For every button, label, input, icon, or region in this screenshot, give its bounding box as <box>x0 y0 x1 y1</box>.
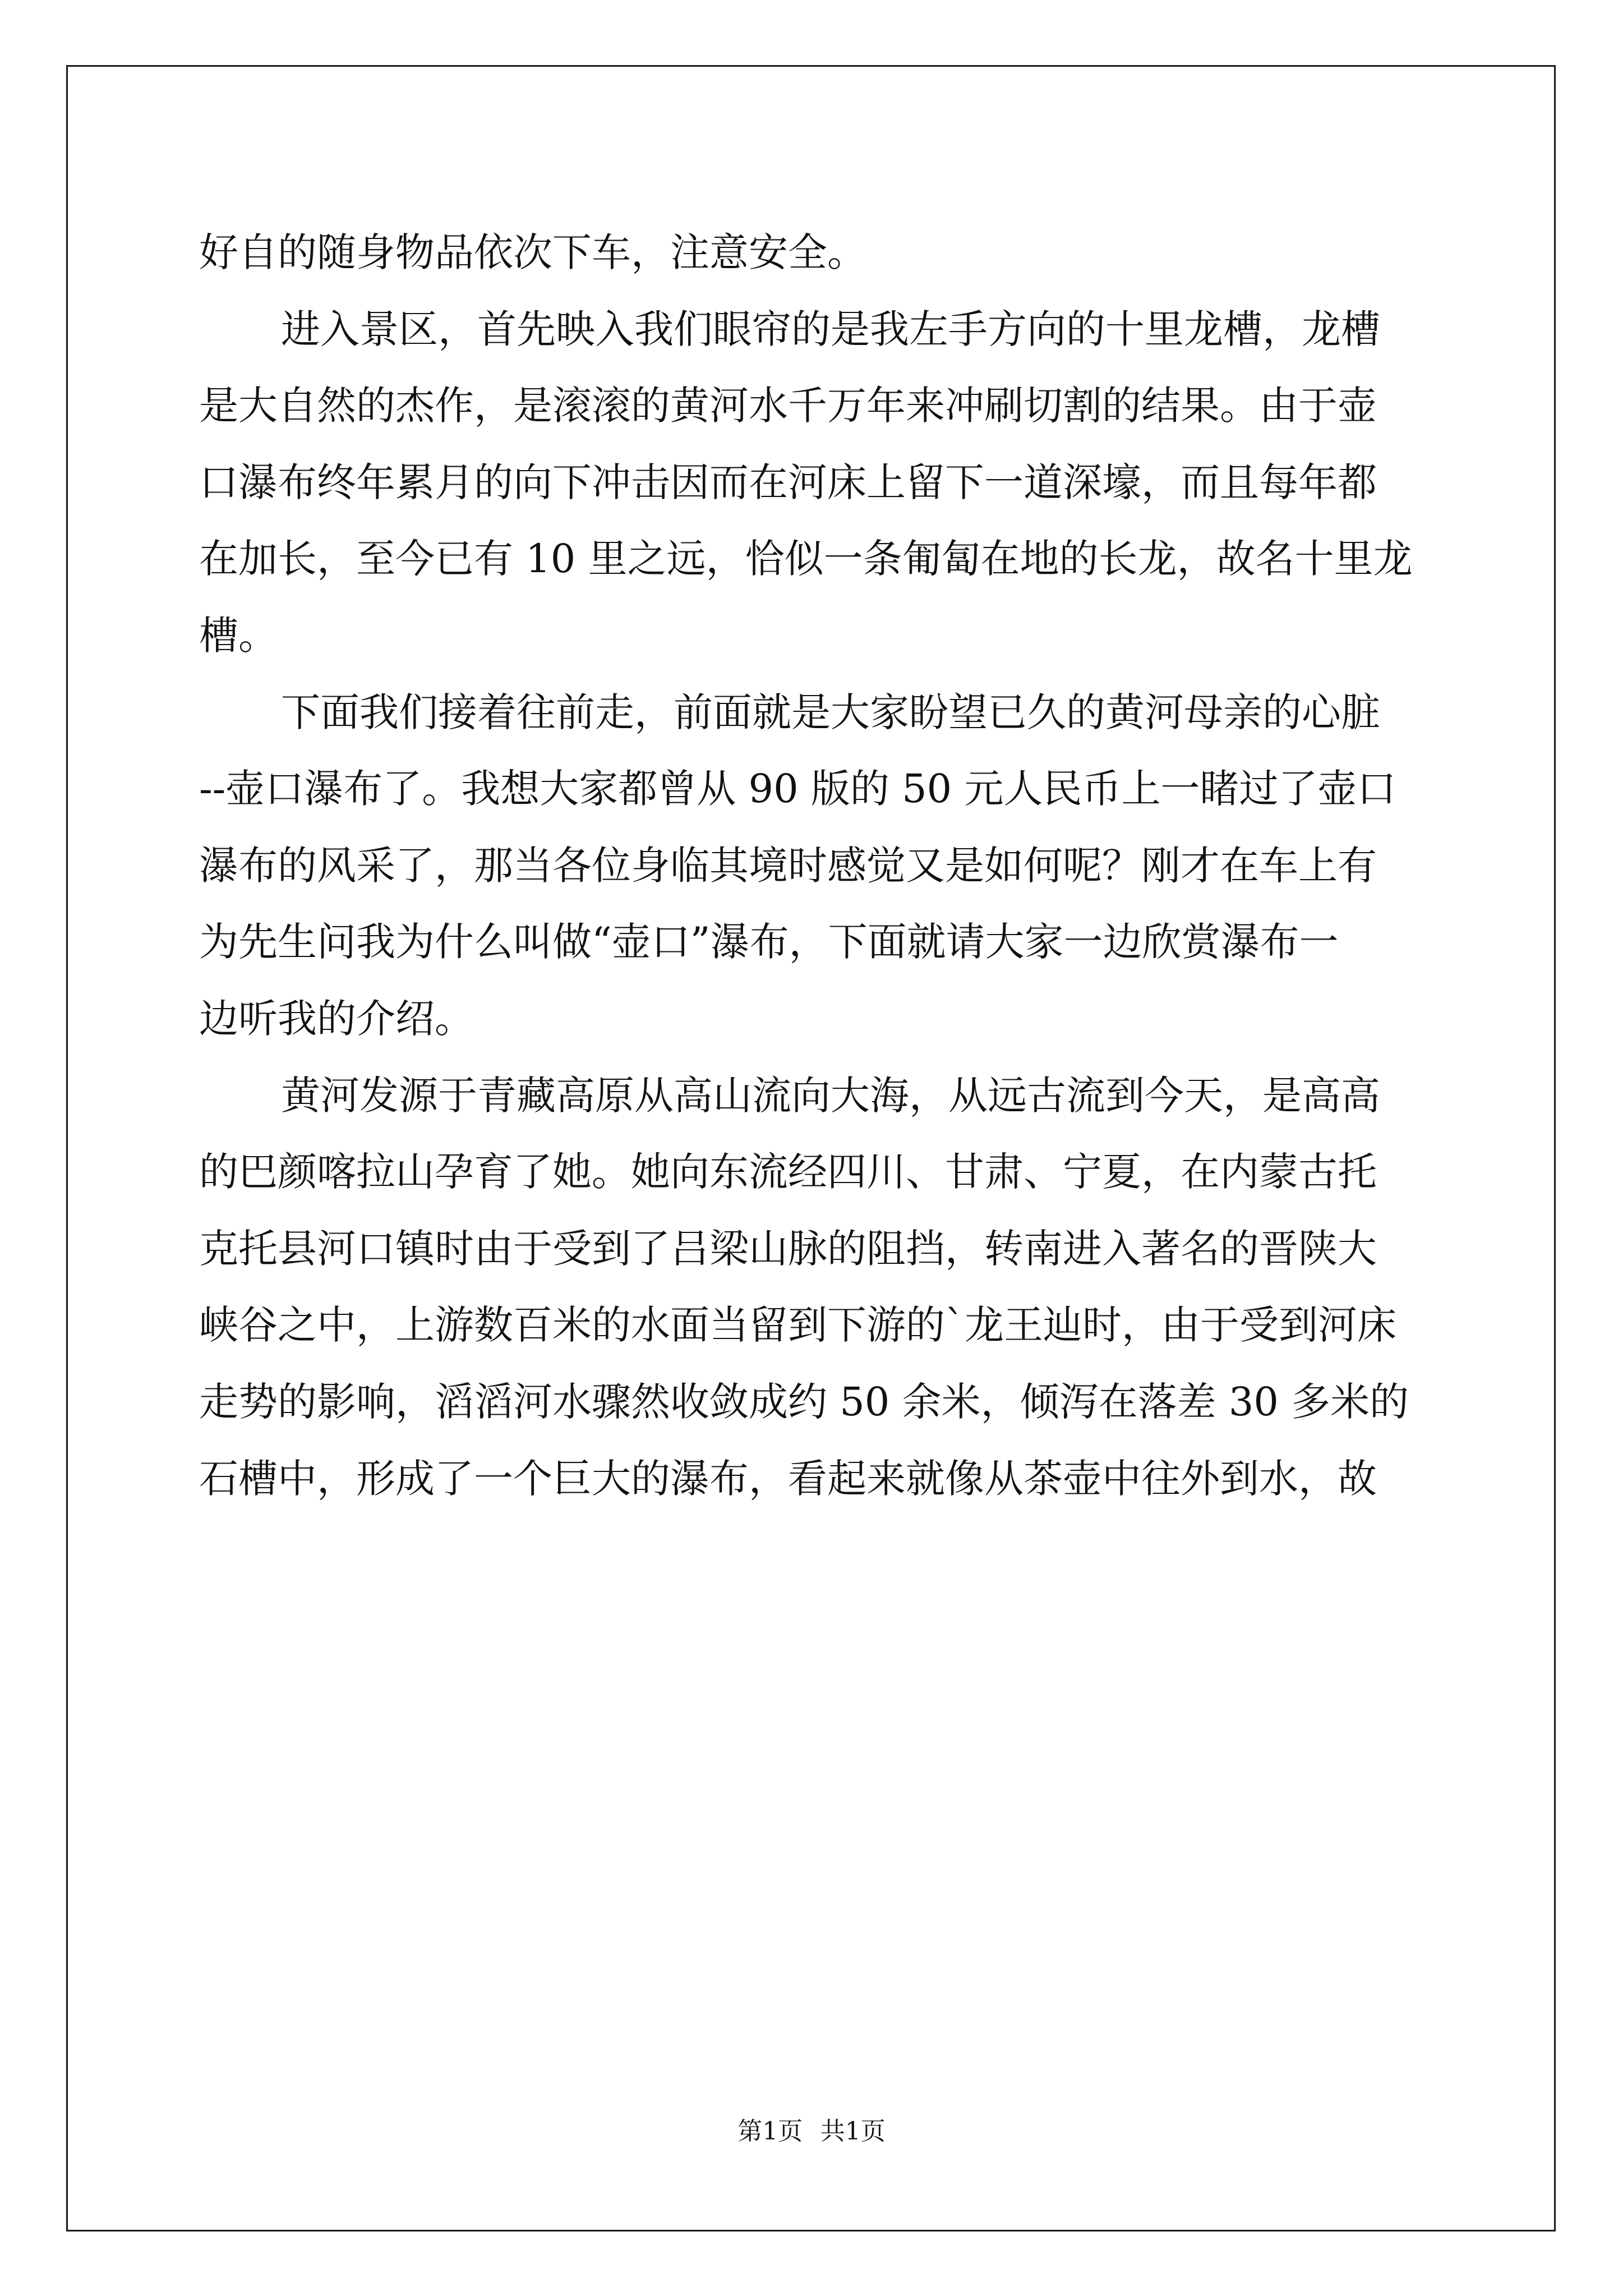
text-line: 槽。 <box>199 612 278 659</box>
text-line: 进入景区，首先映入我们眼帘的是我左手方向的十里龙槽，龙槽 <box>281 306 1380 352</box>
text-line: 瀑布的风采了，那当各位身临其境时感觉又是如何呢？刚才在车上有 <box>199 842 1377 889</box>
text-line: 边听我的介绍。 <box>199 995 474 1042</box>
text-line: 为先生问我为什么叫做“壶口”瀑布，下面就请大家一边欣赏瀑布一 <box>199 919 1339 965</box>
text-line: 克托县河口镇时由于受到了吕梁山脉的阻挡，转南进入著名的晋陕大 <box>199 1225 1377 1272</box>
document-body <box>199 214 1427 1517</box>
paragraph <box>199 1057 1427 1517</box>
paragraph <box>199 291 1427 674</box>
text-line: 口瀑布终年累月的向下冲击因而在河床上留下一道深壕，而且每年都 <box>199 459 1377 505</box>
text-line: 石槽中，形成了一个巨大的瀑布，看起来就像从茶壶中往外到水，故 <box>199 1455 1377 1502</box>
text-line: 是大自然的杰作，是滚滚的黄河水千万年来冲刷切割的结果。由于壶 <box>199 383 1377 429</box>
text-line: 峡谷之中，上游数百米的水面当留到下游的`龙王辿时，由于受到河床 <box>199 1302 1396 1349</box>
text-line: 在加长，至今已有 10 里之远，恰似一条匍匐在地的长龙，故名十里龙 <box>199 536 1413 582</box>
text-line: 的巴颜喀拉山孕育了她。她向东流经四川、甘肃、宁夏，在内蒙古托 <box>199 1149 1377 1195</box>
text-line: --壶口瀑布了。我想大家都曾从 90 版的 50 元人民币上一睹过了壶口 <box>199 766 1396 812</box>
paragraph <box>199 214 1427 291</box>
text-line: 下面我们接着往前走，前面就是大家盼望已久的黄河母亲的心脏 <box>281 689 1380 735</box>
text-line: 黄河发源于青藏高原从高山流向大海，从远古流到今天，是高高 <box>281 1072 1380 1119</box>
paragraph <box>199 674 1427 1057</box>
text-line: 走势的影响，滔滔河水骤然收敛成约 50 余米，倾泻在落差 30 多米的 <box>199 1378 1409 1425</box>
text-line: 好自的随身物品依次下车，注意安全。 <box>199 229 866 275</box>
page-number-footer: 第1页 共1页 <box>737 2117 886 2146</box>
